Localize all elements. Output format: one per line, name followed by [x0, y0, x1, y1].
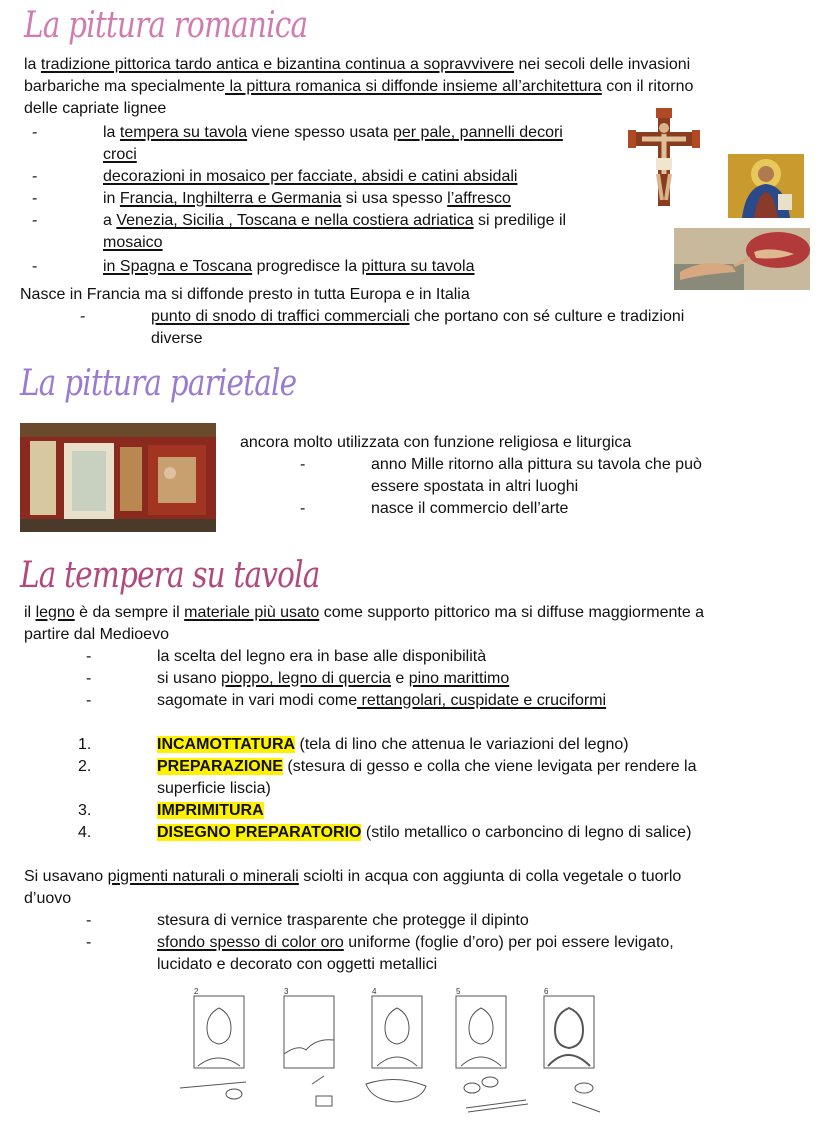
bullet-commercio: nasce il commercio dell’arte	[371, 500, 569, 517]
step-imprimitura	[157, 800, 264, 822]
text: si usa spesso	[341, 190, 448, 207]
text: delle capriate lignee	[24, 100, 167, 117]
bullet-tempera	[103, 122, 628, 166]
underlined-text: pigmenti naturali o minerali	[107, 868, 299, 885]
step-preparazione	[157, 756, 797, 800]
highlighted-text: IMPRIMITURA	[157, 802, 264, 819]
pompeii-wall-painting-image	[20, 423, 216, 532]
bullet-affresco	[103, 188, 511, 210]
paragraph-legno	[24, 602, 814, 646]
step-number-4: 4.	[78, 824, 92, 841]
bullet-mosaico	[103, 166, 517, 188]
bullet-dash: -	[80, 308, 86, 325]
underlined-text: materiale più usato	[184, 604, 320, 621]
text: sciolti in acqua con aggiunta di colla vegetale o tuorlo	[298, 868, 682, 885]
bullet-dash: -	[300, 500, 306, 517]
text: si usano	[157, 670, 222, 687]
text: si predilige il	[473, 212, 567, 229]
underlined-text: pioppo, legno di quercia	[221, 670, 391, 687]
underlined-text: pittura su tavola	[361, 258, 475, 275]
underlined-text: tradizione pittorica tardo antica e bizantina continua a sopravvivere	[40, 56, 515, 73]
bullet-dash: -	[32, 190, 38, 207]
underlined-text: la pittura romanica si diffonde insieme all’architettura	[225, 78, 602, 95]
step-disegno	[157, 822, 691, 844]
highlighted-text: DISEGNO PREPARATORIO	[157, 824, 362, 841]
paragraph-francia: Nasce in Francia ma si diffonde presto in tutta Europa e in Italia	[20, 286, 470, 303]
highlighted-text: PREPARAZIONE	[157, 758, 283, 775]
text: (tela di lino che attenua le variazioni del legno)	[295, 736, 629, 753]
text: partire dal Medioevo	[24, 626, 169, 643]
highlighted-text: INCAMOTTATURA	[157, 736, 296, 753]
step-number-2: 2.	[78, 758, 92, 775]
step-number-1: 1.	[78, 736, 92, 753]
bullet-dash: -	[300, 456, 306, 473]
bullet-vernice: stesura di vernice trasparente che protegge il dipinto	[157, 912, 529, 929]
underlined-text: l’affresco	[447, 190, 511, 207]
text: Si usavano	[24, 868, 108, 885]
bullet-dash: -	[32, 124, 38, 141]
text: uniforme (foglie d’oro) per poi essere levigato,	[343, 934, 674, 951]
text: nei secoli delle invasioni	[514, 56, 691, 73]
text: (stilo metallico o carboncino di legno di salice)	[361, 824, 692, 841]
paragraph-liturgica: ancora molto utilizzata con funzione religiosa e liturgica	[240, 434, 632, 451]
text: diverse	[151, 330, 203, 347]
text: in	[103, 190, 120, 207]
figure-number-6: 6	[544, 987, 549, 996]
text: con il ritorno	[601, 78, 694, 95]
bullet-dash: -	[32, 168, 38, 185]
bullet-dash: -	[86, 692, 92, 709]
step-number-3: 3.	[78, 802, 92, 819]
bullet-spagna	[103, 256, 475, 278]
underlined-text: tempera su tavola	[119, 124, 248, 141]
section-title-romanica: La pittura romanica	[24, 5, 308, 46]
text: (stesura di gesso e colla che viene levigata per rendere la	[282, 758, 697, 775]
text: viene spesso usata	[247, 124, 393, 141]
text: anno Mille ritorno alla pittura su tavola che può	[371, 456, 702, 473]
text: superficie liscia)	[157, 780, 271, 797]
bullet-scelta-legno: la scelta del legno era in base alle disponibilità	[157, 648, 487, 665]
bullet-traffici	[151, 306, 791, 350]
text: essere spostata in altri luoghi	[371, 478, 579, 495]
paragraph-pigmenti	[24, 866, 814, 910]
text: e	[390, 670, 409, 687]
figure-number-4: 4	[372, 987, 377, 996]
bullet-anno-mille	[371, 454, 791, 498]
text: barbariche ma specialmente	[24, 78, 225, 95]
underlined-text: punto di snodo di traffici commerciali	[151, 308, 410, 325]
bullet-dash: -	[32, 212, 38, 229]
underlined-text: in Spagna e Toscana	[103, 258, 253, 275]
text: la	[24, 56, 41, 73]
text: la	[103, 124, 120, 141]
underlined-text: mosaico	[103, 234, 163, 251]
underlined-text: rettangolari, cuspidate e cruciformi	[357, 692, 607, 709]
section-title-parietale: La pittura parietale	[20, 363, 297, 404]
figure-number-2: 2	[194, 987, 199, 996]
bullet-venezia	[103, 210, 643, 254]
underlined-text: croci	[103, 146, 137, 163]
text: è da sempre il	[74, 604, 185, 621]
process-illustration	[176, 984, 616, 1124]
bullet-dash: -	[86, 648, 92, 665]
underlined-text: per pale, pannelli decori	[392, 124, 563, 141]
bullet-dash: -	[86, 934, 92, 951]
text: progredisce la	[252, 258, 362, 275]
text: lucidato e decorato con oggetti metallici	[157, 956, 438, 973]
text: che portano con sé culture e tradizioni	[409, 308, 685, 325]
bullet-sagomate	[157, 690, 606, 712]
section-title-tempera: La tempera su tavola	[20, 555, 320, 596]
underlined-text: legno	[35, 604, 75, 621]
figure-number-3: 3	[284, 987, 289, 996]
bullet-dash: -	[86, 670, 92, 687]
underlined-text: pino marittimo	[408, 670, 510, 687]
creation-of-adam-image	[674, 228, 810, 290]
text: d’uovo	[24, 890, 72, 907]
text: il	[24, 604, 36, 621]
text: a	[103, 212, 117, 229]
bullet-pioppo	[157, 668, 509, 690]
christ-mosaic-image	[728, 154, 804, 218]
underlined-text: decorazioni in mosaico per facciate, absidi e catini absidali	[103, 168, 518, 185]
text: sagomate in vari modi come	[157, 692, 358, 709]
underlined-text: sfondo spesso di color oro	[157, 934, 344, 951]
bullet-dash: -	[32, 258, 38, 275]
text: come supporto pittorico ma si diffuse maggiormente a	[319, 604, 705, 621]
underlined-text: Venezia, Sicilia , Toscana e nella costiera adriatica	[116, 212, 474, 229]
underlined-text: Francia, Inghilterra e Germania	[119, 190, 342, 207]
step-incamottatura	[157, 734, 629, 756]
figure-number-5: 5	[456, 987, 461, 996]
bullet-dash: -	[86, 912, 92, 929]
bullet-sfondo-oro	[157, 932, 777, 976]
crucifix-image	[628, 108, 700, 208]
